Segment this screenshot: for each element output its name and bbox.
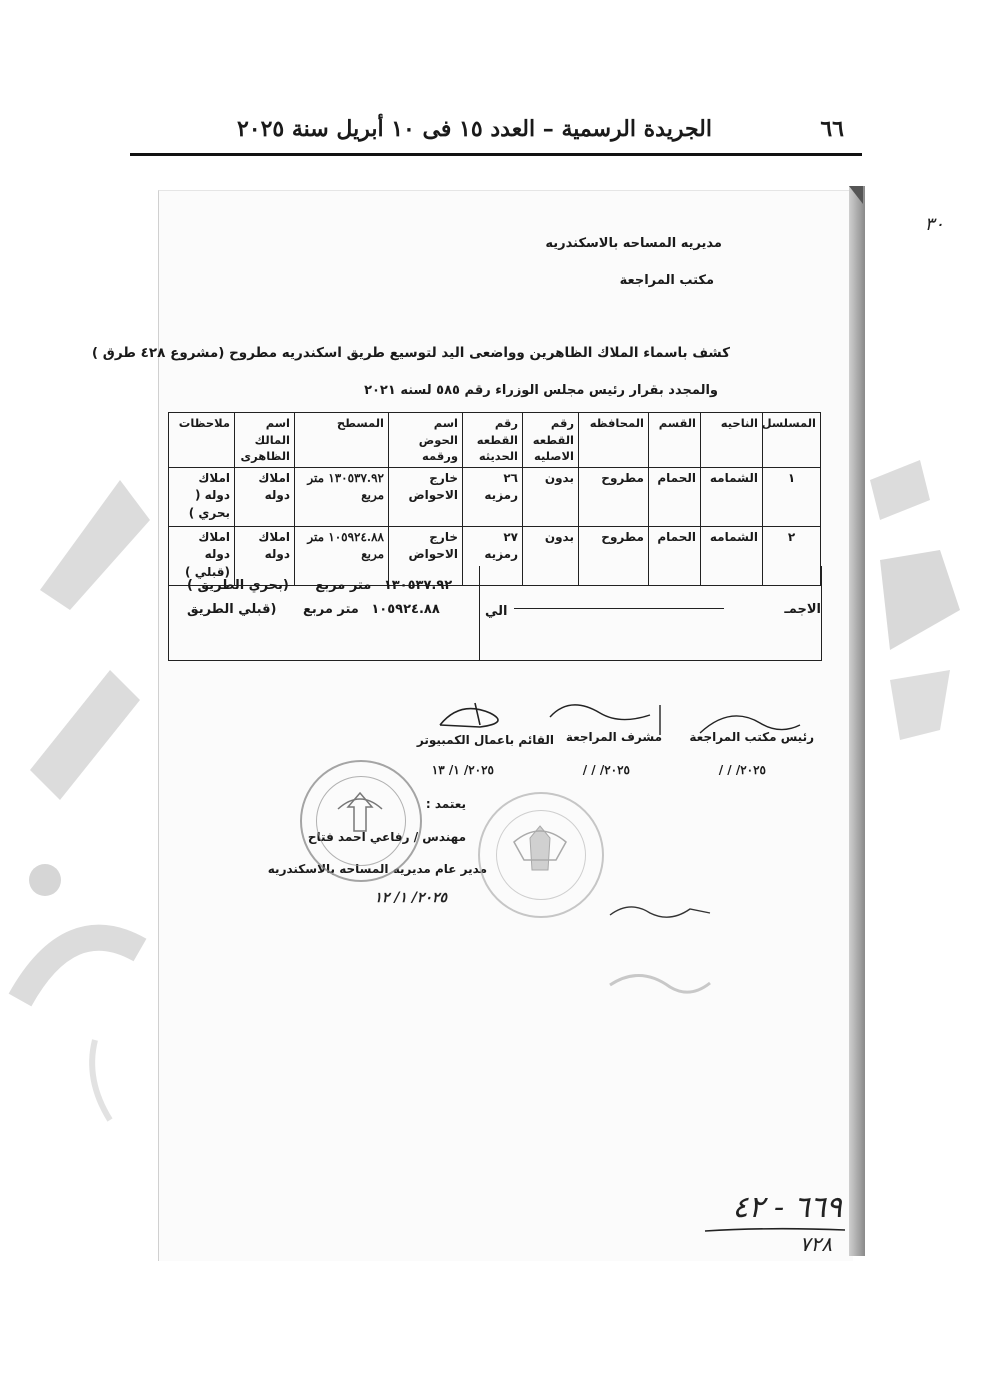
total-line — [514, 608, 724, 609]
eagle-seal-icon — [510, 820, 570, 886]
cell-village: الشمامه — [701, 527, 763, 586]
cell-governorate: مطروح — [579, 527, 649, 586]
cell-notes: املاك دوله (قبلي ) — [169, 527, 235, 586]
col-original-plot: رقم القطعه الاصليه — [523, 413, 579, 468]
table-header-row — [169, 413, 821, 468]
col-new-plot: رقم القطعه الحديثه — [463, 413, 523, 468]
cell-new-plot: ٢٦ رمزيه — [463, 468, 523, 527]
total-south-side: (قبلي الطريق — [187, 602, 277, 617]
sig-role-supervisor: مشرف المراجعة — [565, 730, 662, 744]
cell-basin: خارج الاحواض — [389, 527, 463, 586]
col-area: المسطح — [295, 413, 389, 468]
col-serial: المسلسل — [763, 413, 821, 468]
total-north-value: ١٣٠٥٣٧.٩٢ — [383, 578, 453, 593]
cell-basin: خارج الاحواض — [389, 468, 463, 527]
approval-position: مدير عام مديريه المساحه بالاسكندريه — [267, 862, 487, 876]
col-village: الناحيه — [701, 413, 763, 468]
owners-table — [168, 412, 821, 586]
total-north-unit: متر مربع — [315, 578, 372, 593]
handwritten-ref-sub: ٧٢٨ — [799, 1232, 832, 1256]
total-north — [187, 578, 452, 593]
total-divider — [479, 566, 480, 660]
col-governorate: المحافظه — [579, 413, 649, 468]
cell-district: الحمام — [649, 527, 701, 586]
col-owner: اسم المالك الظاهرى — [235, 413, 295, 468]
sig-date-computer: ٢٠٢٥/ ١/ ١٣ — [431, 763, 494, 777]
sig-date-supervisor: ٢٠٢٥/ / / — [582, 763, 630, 777]
gazette-title: الجريدة الرسمية – العدد ١٥ فى ١٠ أبريل سنة ٢٠٢٥ — [236, 116, 712, 142]
total-row — [168, 566, 822, 661]
sig-role-head: رئيس مكتب المراجعة — [689, 730, 814, 744]
sig-role-computer: القائم باعمال الكمبيوتر — [416, 733, 554, 747]
col-basin: اسم الحوض ورقمه — [389, 413, 463, 468]
cell-owner: املاك دوله — [235, 468, 295, 527]
faint-stamp-mark — [600, 965, 720, 1005]
cell-area: ١٣٠٥٣٧.٩٢ متر مربع — [295, 468, 389, 527]
table-row — [169, 468, 821, 527]
col-district: القسم — [649, 413, 701, 468]
cell-notes: املاك دوله ( بحري ) — [169, 468, 235, 527]
approval-date: ٢٠٢٥/ ١/ ١٢ — [374, 890, 447, 906]
cell-owner: املاك دوله — [235, 527, 295, 586]
department-name: مديريه المساحه بالاسكندريه — [545, 236, 722, 251]
sig-date-head: ٢٠٢٥/ / / — [718, 763, 766, 777]
cell-serial: ٢ — [763, 527, 821, 586]
approval-label: يعتمد : — [425, 797, 466, 811]
col-notes: ملاحظات — [169, 413, 235, 468]
total-label: الاجمـ — [784, 602, 821, 617]
eagle-emblem-icon — [330, 785, 390, 845]
cell-area: ١٠٥٩٢٤.٨٨ متر مربع — [295, 527, 389, 586]
ref-underline — [700, 1226, 850, 1236]
cell-original-plot: بدون — [523, 527, 579, 586]
cell-new-plot: ٢٧ رمزيه — [463, 527, 523, 586]
total-south-unit: متر مربع — [302, 602, 359, 617]
handwritten-initials — [600, 895, 720, 925]
page-number: ٦٦ — [820, 116, 844, 142]
cell-governorate: مطروح — [579, 468, 649, 527]
handwritten-ref: ٦٦٩ - ٤٢ — [732, 1190, 842, 1225]
office-name: مكتب المراجعة — [619, 273, 714, 288]
document-title: كشف باسماء الملاك الظاهرين وواضعى اليد لتوسيع طريق اسكندريه مطروح (مشروع ٤٢٨ طرق ) — [91, 345, 730, 361]
total-south-value: ١٠٥٩٢٤.٨٨ — [371, 602, 440, 617]
document-subtitle: والمجدد بقرار رئيس مجلس الوزراء رقم ٥٨٥ لسنه ٢٠٢١ — [364, 383, 718, 398]
total-label-end: الي — [485, 604, 508, 619]
total-south — [187, 602, 440, 617]
cell-village: الشمامه — [701, 468, 763, 527]
approval-name: مهندس / رفاعي احمد فتاح — [307, 830, 466, 844]
cell-serial: ١ — [763, 468, 821, 527]
cell-original-plot: بدون — [523, 468, 579, 527]
cell-district: الحمام — [649, 468, 701, 527]
total-north-side: (بحري الطريق ) — [187, 578, 289, 593]
corner-mark: ٣٠ — [924, 214, 944, 235]
